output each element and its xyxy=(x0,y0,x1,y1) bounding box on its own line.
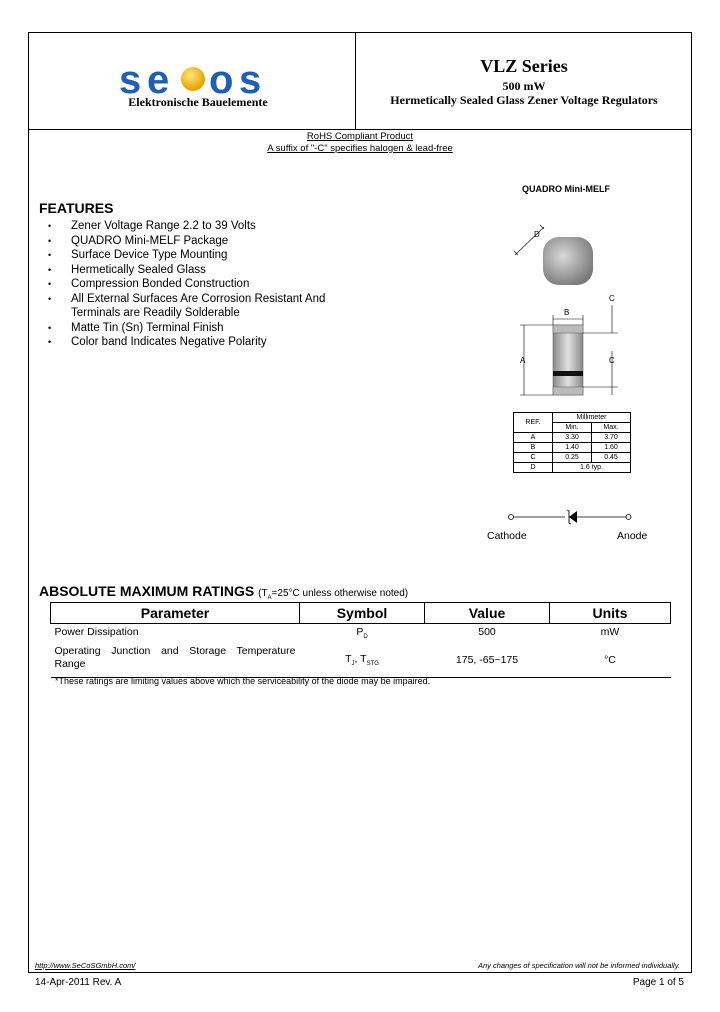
footer-divider xyxy=(28,972,692,973)
symbol-sub: D xyxy=(363,634,368,641)
list-item: • All External Surfaces Are Corrosion Resistant And Terminals are Readily Solderable xyxy=(48,292,351,321)
col-units: Units xyxy=(550,603,671,624)
table-cell: 1.6 typ. xyxy=(553,463,631,473)
param-cell: Power Dissipation xyxy=(54,626,139,638)
dim-c-label-top: C xyxy=(609,294,615,303)
table-cell: B xyxy=(514,443,553,453)
col-parameter: Parameter xyxy=(51,603,300,624)
list-item: • Zener Voltage Range 2.2 to 39 Volts xyxy=(48,219,351,234)
ratings-table xyxy=(50,602,671,678)
dim-b-label: B xyxy=(564,308,570,317)
col-value: Value xyxy=(425,603,550,624)
anode-label: Anode xyxy=(617,530,648,542)
table-cell: A xyxy=(514,433,553,443)
dim-c-label-bottom: C xyxy=(609,356,615,365)
table-row xyxy=(514,453,631,463)
table-row xyxy=(514,433,631,443)
series-title: VLZ Series xyxy=(480,56,568,76)
table-cell: 1.60 xyxy=(592,443,631,453)
dim-d-label: D xyxy=(534,230,540,239)
ratings-note: *These ratings are limiting values above which the serviceability of the diode may be impaired. xyxy=(55,676,431,686)
symbol-main-2: , T xyxy=(354,652,367,665)
table-cell: 0.25 xyxy=(553,453,592,463)
units-cell: mW xyxy=(600,626,620,638)
symbol-main: P xyxy=(356,626,364,638)
cond-suffix: =25°C unless otherwise noted) xyxy=(271,588,409,599)
halogen-note: A suffix of "-C" specifies halogen & lead-free xyxy=(267,143,453,154)
footer-page-number: Page 1 of 5 xyxy=(632,977,684,988)
svg-text:e: e xyxy=(147,61,170,97)
footer-date: 14-Apr-2011 Rev. A xyxy=(35,977,122,988)
table-cell: D xyxy=(514,463,553,473)
units-cell: °C xyxy=(550,643,671,678)
page-frame xyxy=(28,32,692,973)
table-header-ref: REF. xyxy=(514,413,553,433)
value-cell: 500 xyxy=(478,626,496,638)
table-cell: 3.30 xyxy=(553,433,592,443)
series-description: Hermetically Sealed Glass Zener Voltage Regulators xyxy=(390,93,658,107)
svg-text:o: o xyxy=(209,61,234,97)
symbol-main: T xyxy=(345,652,352,665)
table-row xyxy=(514,443,631,453)
svg-text:s: s xyxy=(119,61,142,97)
ratings-title: ABSOLUTE MAXIMUM RATINGS xyxy=(39,583,255,599)
table-row xyxy=(51,624,671,644)
param-cell: Operating Junction and Storage Temperature Range xyxy=(51,643,300,678)
list-item: • Color band Indicates Negative Polarity xyxy=(48,335,351,350)
list-item: • Surface Device Type Mounting xyxy=(48,248,351,263)
cathode-label: Cathode xyxy=(487,530,527,542)
symbol-cell xyxy=(300,624,425,644)
list-item: • QUADRO Mini-MELF Package xyxy=(48,234,351,249)
ratings-condition xyxy=(258,588,408,599)
table-cell: 0.45 xyxy=(592,453,631,463)
rohs-line: RoHS Compliant Product xyxy=(306,131,414,142)
package-top-view xyxy=(543,237,593,285)
table-row xyxy=(514,463,631,473)
footer-url-link[interactable]: http://www.SeCoSGmbH.com/ xyxy=(35,961,136,970)
package-diagram xyxy=(500,215,640,405)
secos-logo xyxy=(119,61,269,97)
svg-text:s: s xyxy=(239,61,262,97)
features-list xyxy=(48,219,351,350)
cond-prefix: (T xyxy=(258,588,268,599)
logo-subtitle: Elektronische Bauelemente xyxy=(128,95,268,109)
dim-a-label: A xyxy=(520,356,526,365)
symbol-cell xyxy=(300,643,425,678)
value-cell: 175, -65~175 xyxy=(425,643,550,678)
symbol-sub-2: STG xyxy=(366,661,379,668)
list-item: • Compression Bonded Construction xyxy=(48,277,351,292)
cond-sub: A xyxy=(267,595,272,601)
table-header-unit: Millimeter xyxy=(553,413,631,423)
series-power: 500 mW xyxy=(502,79,546,93)
table-header-min: Min. xyxy=(553,423,592,433)
list-item: • Hermetically Sealed Glass xyxy=(48,263,351,278)
package-side-view xyxy=(553,325,583,395)
table-header-max: Max. xyxy=(592,423,631,433)
table-cell: 3.70 xyxy=(592,433,631,443)
table-row xyxy=(51,643,671,678)
cathode-band xyxy=(553,371,583,376)
ratings-heading xyxy=(39,583,408,601)
footer-change-note: Any changes of specification will not be informed individually. xyxy=(477,961,680,970)
dimension-table xyxy=(513,412,631,473)
table-cell: 1.40 xyxy=(553,443,592,453)
symbol-sub: J xyxy=(351,661,355,668)
package-label: QUADRO Mini-MELF xyxy=(522,184,610,194)
table-cell: C xyxy=(514,453,553,463)
list-item: • Matte Tin (Sn) Terminal Finish xyxy=(48,321,351,336)
diode-symbol xyxy=(505,508,635,526)
col-symbol: Symbol xyxy=(300,603,425,624)
features-heading: FEATURES xyxy=(39,200,114,216)
